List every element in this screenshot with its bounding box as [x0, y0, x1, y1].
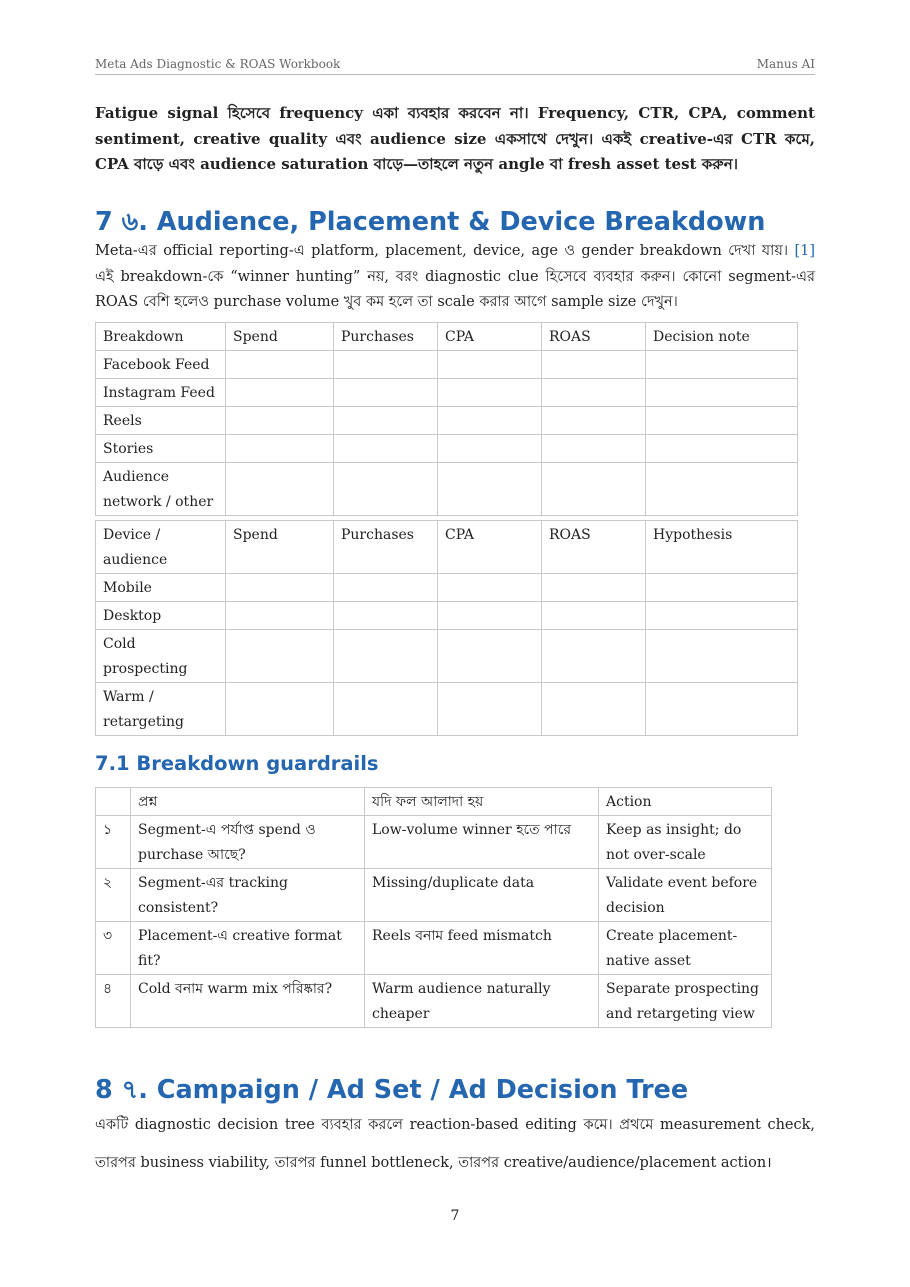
table-row [96, 435, 798, 463]
table-row [96, 351, 798, 379]
row-number: ২ [96, 869, 131, 922]
outcome-cell: Reels বনাম feed mismatch [365, 922, 599, 975]
row-label: Warm / retargeting [96, 683, 226, 736]
empty-cell [438, 351, 542, 379]
question-cell: Segment-এ পর্যাপ্ত spend ও purchase আছে? [131, 816, 365, 869]
empty-cell [646, 463, 798, 516]
empty-cell [646, 351, 798, 379]
action-cell: Keep as insight; do not over-scale [599, 816, 772, 869]
device-audience-table [95, 520, 798, 736]
empty-cell [334, 683, 438, 736]
empty-cell [334, 379, 438, 407]
empty-cell [646, 379, 798, 407]
row-label: Instagram Feed [96, 379, 226, 407]
empty-cell [646, 683, 798, 736]
empty-cell [226, 574, 334, 602]
empty-cell [542, 463, 646, 516]
row-label: Mobile [96, 574, 226, 602]
table-row [96, 630, 798, 683]
empty-cell [226, 683, 334, 736]
row-label: Stories [96, 435, 226, 463]
column-header: ROAS [542, 521, 646, 574]
action-cell: Separate prospecting and retargeting view [599, 975, 772, 1028]
page-number: 7 [450, 1208, 460, 1224]
empty-cell [334, 351, 438, 379]
section-7-text-before: Meta-এর official reporting-এ platform, placement, device, age ও gender breakdown দেখা যায়। [95, 243, 795, 259]
empty-cell [226, 351, 334, 379]
table-row [96, 975, 772, 1028]
column-header: Spend [226, 521, 334, 574]
column-header: CPA [438, 521, 542, 574]
table-row [96, 922, 772, 975]
row-label: Audience network / other [96, 463, 226, 516]
section-7-text-after: এই breakdown-কে “winner hunting” নয়, বরং diagnostic clue হিসেবে ব্যবহার করুন। কোনো segment-এর ROAS বেশি হলেও purchase volume খুব কম হলে তা scale করার আগে sample size দেখুন। [95, 268, 815, 310]
column-header: Action [599, 788, 772, 816]
column-header: Hypothesis [646, 521, 798, 574]
header-author: Manus AI [756, 57, 815, 71]
table-row [96, 379, 798, 407]
empty-cell [542, 407, 646, 435]
table-row [96, 816, 772, 869]
empty-cell [438, 407, 542, 435]
empty-cell [226, 630, 334, 683]
table-header-row [96, 323, 798, 351]
row-label: Reels [96, 407, 226, 435]
empty-cell [334, 407, 438, 435]
column-header: Device / audience [96, 521, 226, 574]
section-8-paragraph: একটি diagnostic decision tree ব্যবহার করলে reaction-based editing কমে। প্রথমে measurement check, তারপর business viability, তারপর funnel bottleneck, তারপর creative/audience/placement action। [95, 1117, 815, 1171]
column-header: ROAS [542, 323, 646, 351]
section-7-heading: 7 ৬. Audience, Placement & Device Breakdown [95, 207, 766, 237]
empty-cell [646, 630, 798, 683]
row-label: Cold prospecting [96, 630, 226, 683]
empty-cell [646, 602, 798, 630]
column-header: Purchases [334, 521, 438, 574]
table-row [96, 602, 798, 630]
question-cell: Segment-এর tracking consistent? [131, 869, 365, 922]
column-header: Decision note [646, 323, 798, 351]
placement-breakdown-table [95, 322, 798, 516]
table-row [96, 683, 798, 736]
empty-cell [542, 379, 646, 407]
empty-cell [646, 574, 798, 602]
empty-cell [334, 435, 438, 463]
column-header: CPA [438, 323, 542, 351]
table-row [96, 869, 772, 922]
breakdown-guardrails-table [95, 787, 772, 1028]
table-row [96, 574, 798, 602]
empty-cell [334, 602, 438, 630]
row-label: Desktop [96, 602, 226, 630]
empty-cell [438, 574, 542, 602]
empty-cell [226, 435, 334, 463]
empty-cell [542, 683, 646, 736]
running-header [95, 57, 815, 75]
empty-cell [334, 574, 438, 602]
column-header: যদি ফল আলাদা হয় [365, 788, 599, 816]
action-cell: Validate event before decision [599, 869, 772, 922]
citation-link[interactable]: [1] [794, 243, 815, 259]
question-cell: Cold বনাম warm mix পরিষ্কার? [131, 975, 365, 1028]
table-header-row [96, 788, 772, 816]
subsection-7-1-heading: 7.1 Breakdown guardrails [95, 752, 379, 775]
empty-cell [438, 683, 542, 736]
fatigue-signal-paragraph: Fatigue signal হিসেবে frequency একা ব্যবহার করবেন না। Frequency, CTR, CPA, comment sentiment, creative quality এবং audience size একসাথে দেখুন। একই creative-এর CTR কমে, CPA বাড়ে এবং audience saturation বাড়ে—তাহলে নতুন angle বা fresh asset test করুন। [95, 104, 815, 173]
empty-cell [438, 379, 542, 407]
row-label: Facebook Feed [96, 351, 226, 379]
header-title: Meta Ads Diagnostic & ROAS Workbook [95, 57, 341, 71]
question-cell: Placement-এ creative format fit? [131, 922, 365, 975]
column-header: Spend [226, 323, 334, 351]
column-header: Breakdown [96, 323, 226, 351]
empty-cell [542, 630, 646, 683]
empty-cell [226, 407, 334, 435]
column-header: Purchases [334, 323, 438, 351]
empty-cell [542, 351, 646, 379]
empty-cell [226, 463, 334, 516]
empty-cell [542, 602, 646, 630]
section-7-paragraph [95, 239, 815, 316]
empty-cell [542, 435, 646, 463]
empty-cell [646, 435, 798, 463]
empty-cell [226, 379, 334, 407]
empty-cell [438, 463, 542, 516]
table-row [96, 407, 798, 435]
row-number: ১ [96, 816, 131, 869]
action-cell: Create placement-native asset [599, 922, 772, 975]
empty-cell [646, 407, 798, 435]
outcome-cell: Warm audience naturally cheaper [365, 975, 599, 1028]
column-header [96, 788, 131, 816]
empty-cell [334, 463, 438, 516]
row-number: ৪ [96, 975, 131, 1028]
empty-cell [438, 602, 542, 630]
outcome-cell: Low-volume winner হতে পারে [365, 816, 599, 869]
section-8-heading: 8 ৭. Campaign / Ad Set / Ad Decision Tree [95, 1075, 689, 1105]
empty-cell [438, 435, 542, 463]
table-row [96, 463, 798, 516]
empty-cell [438, 630, 542, 683]
column-header: প্রশ্ন [131, 788, 365, 816]
empty-cell [334, 630, 438, 683]
empty-cell [226, 602, 334, 630]
row-number: ৩ [96, 922, 131, 975]
outcome-cell: Missing/duplicate data [365, 869, 599, 922]
empty-cell [542, 574, 646, 602]
table-header-row [96, 521, 798, 574]
